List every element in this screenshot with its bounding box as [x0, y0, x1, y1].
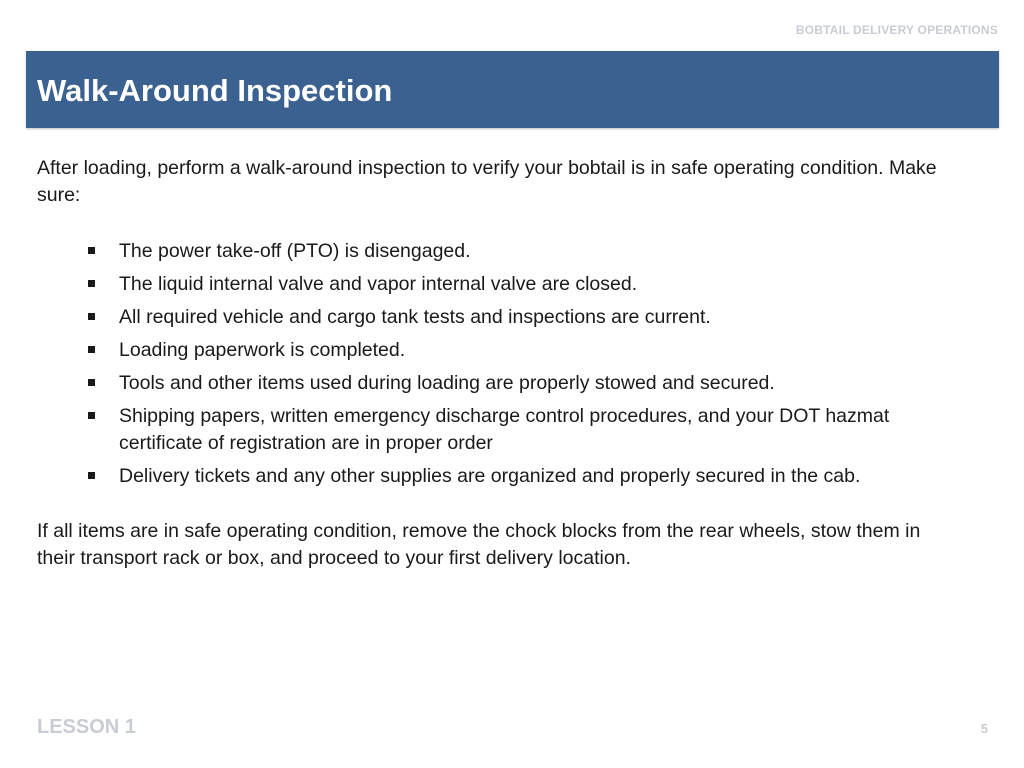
intro-paragraph: After loading, perform a walk-around inspection to verify your bobtail is in safe operating condition. Make sure:: [37, 157, 937, 206]
list-item: [37, 304, 957, 331]
list-item-text: Shipping papers, written emergency discharge control procedures, and your DOT hazmat certificate of registration are in proper order: [119, 405, 890, 454]
list-item-text: Tools and other items used during loading are properly stowed and secured.: [119, 372, 775, 394]
square-bullet-icon: [88, 472, 95, 479]
list-item: [37, 370, 957, 397]
list-item-text: Loading paperwork is completed.: [119, 339, 406, 361]
square-bullet-icon: [88, 280, 95, 287]
closing-paragraph: If all items are in safe operating condition, remove the chock blocks from the rear wheels, stow them in their transport rack or box, and proceed to your first delivery location.: [37, 520, 921, 569]
slide-content: [37, 155, 957, 572]
square-bullet-icon: [88, 412, 95, 419]
list-item: [37, 271, 957, 298]
inspection-checklist: [37, 238, 957, 490]
list-item: [37, 463, 957, 490]
square-bullet-icon: [88, 247, 95, 254]
header-label: BOBTAIL DELIVERY OPERATIONS: [795, 23, 998, 37]
list-item: [37, 403, 957, 457]
list-item-text: The power take-off (PTO) is disengaged.: [119, 240, 471, 262]
square-bullet-icon: [88, 379, 95, 386]
list-item: [37, 337, 957, 364]
list-item-text: The liquid internal valve and vapor internal valve are closed.: [119, 273, 638, 295]
list-item-text: All required vehicle and cargo tank tests and inspections are current.: [119, 306, 711, 328]
slide-title: Walk-Around Inspection: [37, 73, 393, 108]
title-bar: [26, 51, 999, 128]
square-bullet-icon: [88, 313, 95, 320]
footer-lesson-label: LESSON 1: [37, 716, 136, 738]
page-number: 5: [980, 721, 988, 736]
square-bullet-icon: [88, 346, 95, 353]
list-item: [37, 238, 957, 265]
list-item-text: Delivery tickets and any other supplies are organized and properly secured in the cab.: [119, 465, 861, 487]
